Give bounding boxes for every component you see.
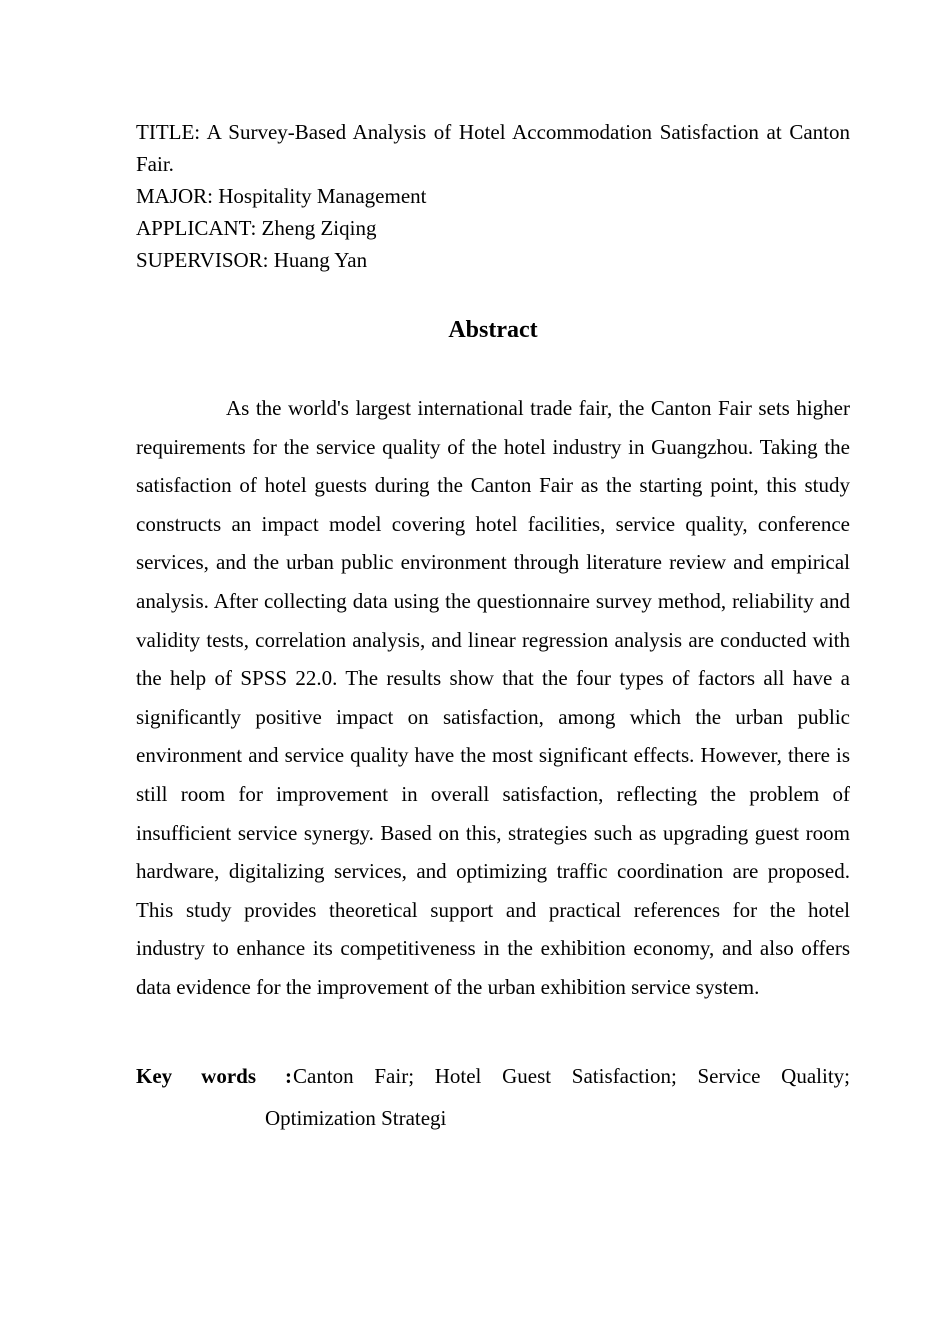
thesis-supervisor: SUPERVISOR: Huang Yan bbox=[136, 248, 368, 272]
document-page bbox=[136, 116, 850, 1139]
thesis-applicant: APPLICANT: Zheng Ziqing bbox=[136, 216, 377, 240]
keywords-line-1: Canton Fair; Hotel Guest Satisfaction; Service Quality; bbox=[293, 1063, 850, 1088]
abstract-heading: Abstract bbox=[448, 317, 538, 343]
keywords-line-2: Optimization Strategi bbox=[265, 1105, 447, 1130]
keywords-label: Key words : bbox=[136, 1063, 292, 1088]
thesis-metadata bbox=[136, 116, 850, 276]
abstract-body: As the world's largest international trade fair, the Canton Fair sets higher requirements for the service quality of the hotel industry in Guangzhou. Taking the satisfaction of hotel guests during the Canton Fair as the starting point, this study constructs an impact model covering hotel facilities, service quality, conference services, and the urban public environment through literature review and empirical analysis. After collecting data using the questionnaire survey method, reliability and validity tests, correlation analysis, and linear regression analysis are conducted with the help of SPSS 22.0. The results show that the four types of factors all have a significantly positive impact on satisfaction, among which the urban public environment and service quality have the most significant effects. However, there is still room for improvement in overall satisfaction, reflecting the problem of insufficient service synergy. Based on this, strategies such as upgrading guest room hardware, digitalizing services, and optimizing traffic coordination are proposed. This study provides theoretical support and practical references for the hotel industry to enhance its competitiveness in the exhibition economy, and also offers data evidence for the improvement of the urban exhibition service system. bbox=[136, 396, 850, 999]
thesis-title: TITLE: A Survey-Based Analysis of Hotel Accommodation Satisfaction at Canton Fair. bbox=[136, 120, 850, 176]
thesis-major: MAJOR: Hospitality Management bbox=[136, 184, 427, 208]
keywords-text bbox=[265, 1055, 850, 1139]
keywords-section bbox=[136, 1055, 850, 1139]
